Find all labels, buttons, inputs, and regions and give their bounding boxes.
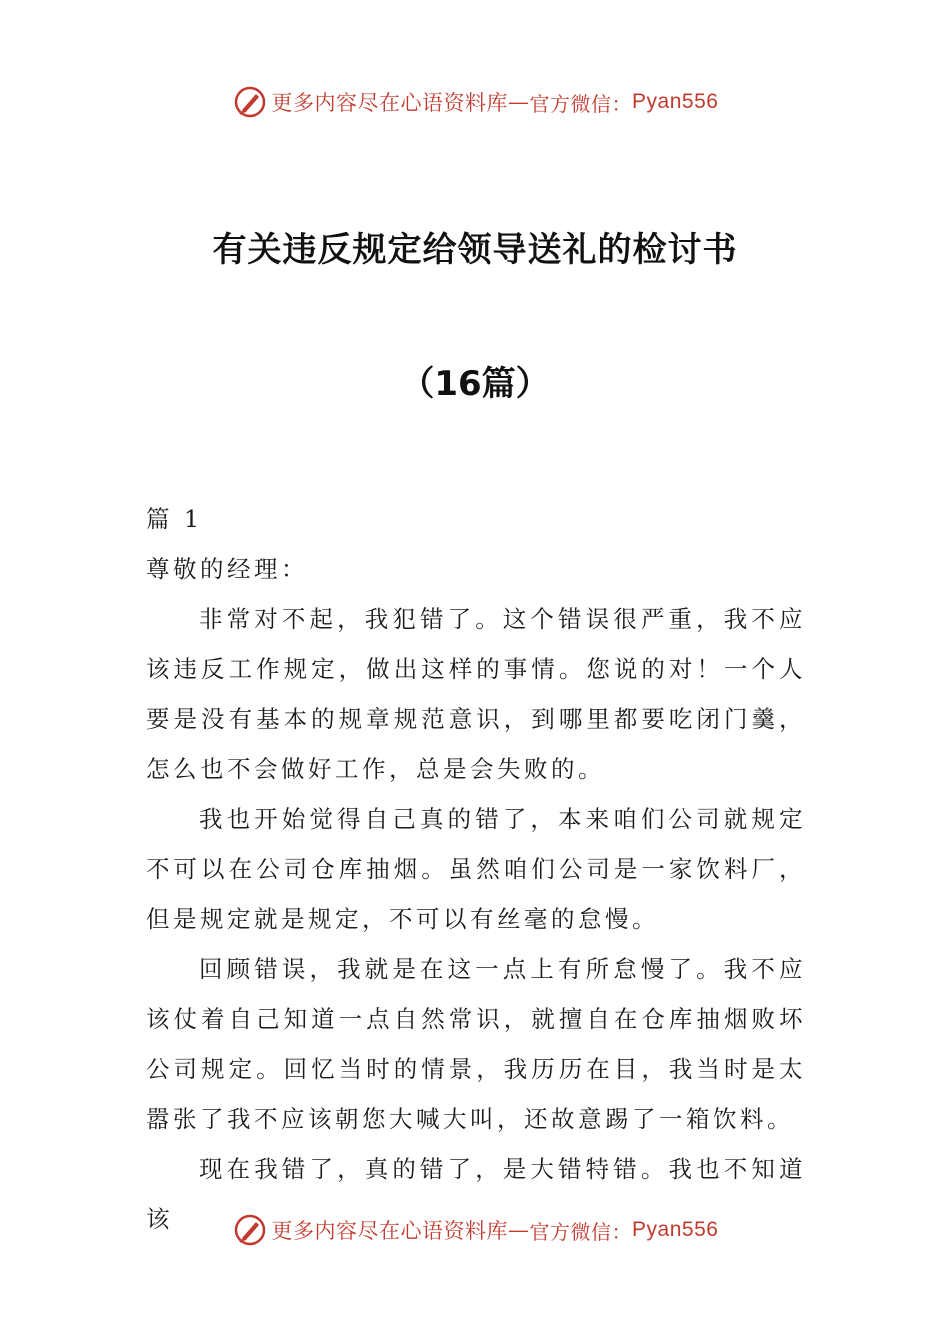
banner-separator: — [508,1218,530,1242]
document-body [146,494,806,1244]
header-banner [0,84,950,120]
banner-wechat-label: 官方微信： [529,91,633,116]
paragraph: 回顾错误，我就是在这一点上有所怠慢了。我不应该仗着自己知道一点自然常识，就擅自在仓库抽烟败坏公司规定。回忆当时的情景，我历历在目，我当时是太嚣张了我不应该朝您大喊大叫，还故意踢了一箱饮料。 [146,955,806,1133]
banner-separator: — [508,90,530,114]
banner-wechat-id: Pyan556 [632,90,719,113]
footer-banner [0,1212,950,1248]
pen-logo-icon [232,84,268,120]
document-title: 有关违反规定给领导送礼的检讨书 [212,230,738,270]
paragraph: 非常对不起，我犯错了。这个错误很严重，我不应该违反工作规定，做出这样的事情。您说的对！一个人要是没有基本的规章规范意识，到哪里都要吃闭门羹，怎么也不会做好工作，总是会失败的。 [146,605,806,783]
document-subtitle: （16篇） [400,364,550,404]
section-label: 篇 1 [146,505,203,533]
banner-wechat-id: Pyan556 [632,1218,719,1241]
banner-text: 更多内容尽在心语资料库 [271,1219,509,1243]
banner-wechat-label: 官方微信： [529,1219,633,1244]
paragraph: 我也开始觉得自己真的错了，本来咱们公司就规定不可以在公司仓库抽烟。虽然咱们公司是一家饮料厂，但是规定就是规定，不可以有丝毫的怠慢。 [146,805,806,933]
paragraph: 现在我错了，真的错了，是大错特错。我也不知道该 [146,1155,806,1233]
salutation: 尊敬的经理： [146,555,308,583]
banner-text: 更多内容尽在心语资料库 [271,91,509,115]
pen-logo-icon [232,1212,268,1248]
